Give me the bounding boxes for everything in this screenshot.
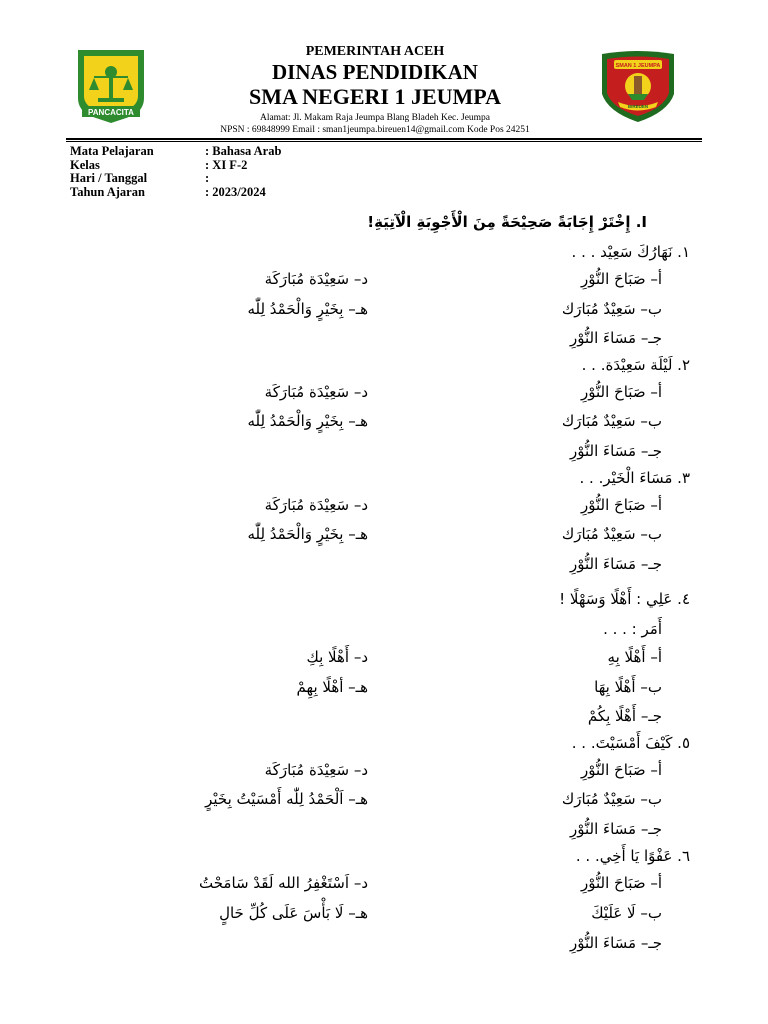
q5-option-d: د– سَعِيْدَة مُبَارَكَة (264, 761, 368, 779)
pancacita-text: PANCACITA (88, 108, 134, 117)
q6-option-c: جـ– مَسَاءَ النُّوْرِ (570, 934, 662, 952)
q4-option-a: أ– أَهْلًا بِهِ (607, 648, 662, 666)
q5-option-a: أ– صَبَاحَ النُّوْرِ (581, 761, 662, 779)
school-emblem-top-text: SMAN 1 JEUMPA (615, 63, 661, 69)
q1-option-b: ب– سَعِيْدٌ مُبَارَك (561, 300, 662, 318)
q6-option-b: ب– لَا عَلَيْكَ (591, 904, 662, 922)
q2-option-d: د– سَعِيْدَة مُبَارَكَة (264, 383, 368, 401)
q3-option-b: ب– سَعِيْدٌ مُبَارَك (561, 525, 662, 543)
header-rule-thick (66, 138, 702, 140)
question-4: ٤. عَلِي : أَهْلًا وَسَهْلًا ! (559, 590, 690, 608)
q5-option-e: هـ– اَلْحَمْدُ لِلّٰه أَمْسَيْتُ بِخَيْرٍ (205, 790, 368, 808)
header-rule-thin (66, 141, 702, 142)
q3-option-e: هـ– بِخَيْرٍ وَالْحَمْدُ لِلّٰه (247, 525, 368, 543)
q6-option-e: هـ– لَا بَأْسَ عَلَى كُلِّ حَالٍ (219, 904, 368, 922)
question-5: ٥. كَيْفَ أَمْسَيْتَ. . . (571, 734, 690, 752)
q1-option-c: جـ– مَسَاءَ النُّوْرِ (570, 329, 662, 347)
letterhead (160, 44, 590, 136)
q5-option-c: جـ– مَسَاءَ النُّوْرِ (570, 820, 662, 838)
q4-option-c: جـ– أَهْلًا بِكُمْ (587, 707, 662, 725)
school-emblem (598, 50, 678, 124)
question-2: ٢. لَيْلَة سَعِيْدَة. . . (581, 356, 690, 374)
q1-option-a: أ– صَبَاحَ النُّوْرِ (581, 270, 662, 288)
government-name: PEMERINTAH ACEH (305, 44, 445, 59)
q4-option-e: هـ– أهْلًا بِهِمْ (296, 678, 368, 696)
q2-option-b: ب– سَعِيْدٌ مُبَارَك (561, 412, 662, 430)
exam-identity (70, 145, 281, 199)
question-1: ١. نَهَارُكَ سَعِيْد . . . (571, 243, 690, 261)
school-name: SMA NEGERI 1 JEUMPA (249, 84, 501, 109)
q2-option-e: هـ– بِخَيْرٍ وَالْحَمْدُ لِلّٰه (247, 412, 368, 430)
q3-option-a: أ– صَبَاحَ النُّوْرِ (581, 496, 662, 514)
pancacita-emblem (72, 48, 150, 124)
instruction-heading: I. إِخْتَرْ إِجَابَةً صَحِيْحَةً مِنَ الْأَجْوِبَةِ الْآتِيَةِ! (367, 213, 647, 231)
q3-option-d: د– سَعِيْدَة مُبَارَكَة (264, 496, 368, 514)
question-6: ٦. عَفْوًا يَا أَخِي. . . (575, 847, 690, 865)
q4-option-b: ب– أَهْلًا بِهَا (594, 678, 662, 696)
q5-option-b: ب– سَعِيْدٌ مُبَارَك (561, 790, 662, 808)
q2-option-a: أ– صَبَاحَ النُّوْرِ (581, 383, 662, 401)
q2-option-c: جـ– مَسَاءَ النُّوْرِ (570, 442, 662, 460)
identity-row-year: Tahun Ajaran : 2023/2024 (70, 184, 266, 199)
q3-option-c: جـ– مَسَاءَ النُّوْرِ (570, 555, 662, 573)
question-3: ٣. مَسَاءَ الْخَيْر. . . (579, 469, 690, 487)
q4-option-d: د– أَهْلًا بِكِ (306, 648, 368, 666)
school-contact: NPSN : 69848999 Email : sman1jeumpa.bireuen14@gmail.com Kode Pos 24251 (220, 125, 530, 135)
identity-row-class: Kelas : XI F-2 (70, 157, 248, 172)
q1-option-d: د– سَعِيْدَة مُبَارَكَة (264, 270, 368, 288)
q1-option-e: هـ– بِخَيْرٍ وَالْحَمْدُ لِلّٰه (247, 300, 368, 318)
question-4-prompt: أَمَر : . . . (603, 620, 662, 638)
q6-option-a: أ– صَبَاحَ النُّوْرِ (581, 874, 662, 892)
q6-option-d: د– اَسْتَغْفِرُ الله لَقَدْ سَامَحْتُ (199, 874, 368, 892)
identity-row-subject: Mata Pelajaran : Bahasa Arab (70, 144, 282, 158)
identity-row-date: Hari / Tanggal : (70, 171, 210, 185)
office-name: DINAS PENDIDIKAN (272, 60, 478, 84)
school-address: Alamat: Jl. Makam Raja Jeumpa Blang Bladeh Kec. Jeumpa (259, 113, 491, 123)
school-emblem-bottom-text: BIREUEN (627, 104, 649, 109)
